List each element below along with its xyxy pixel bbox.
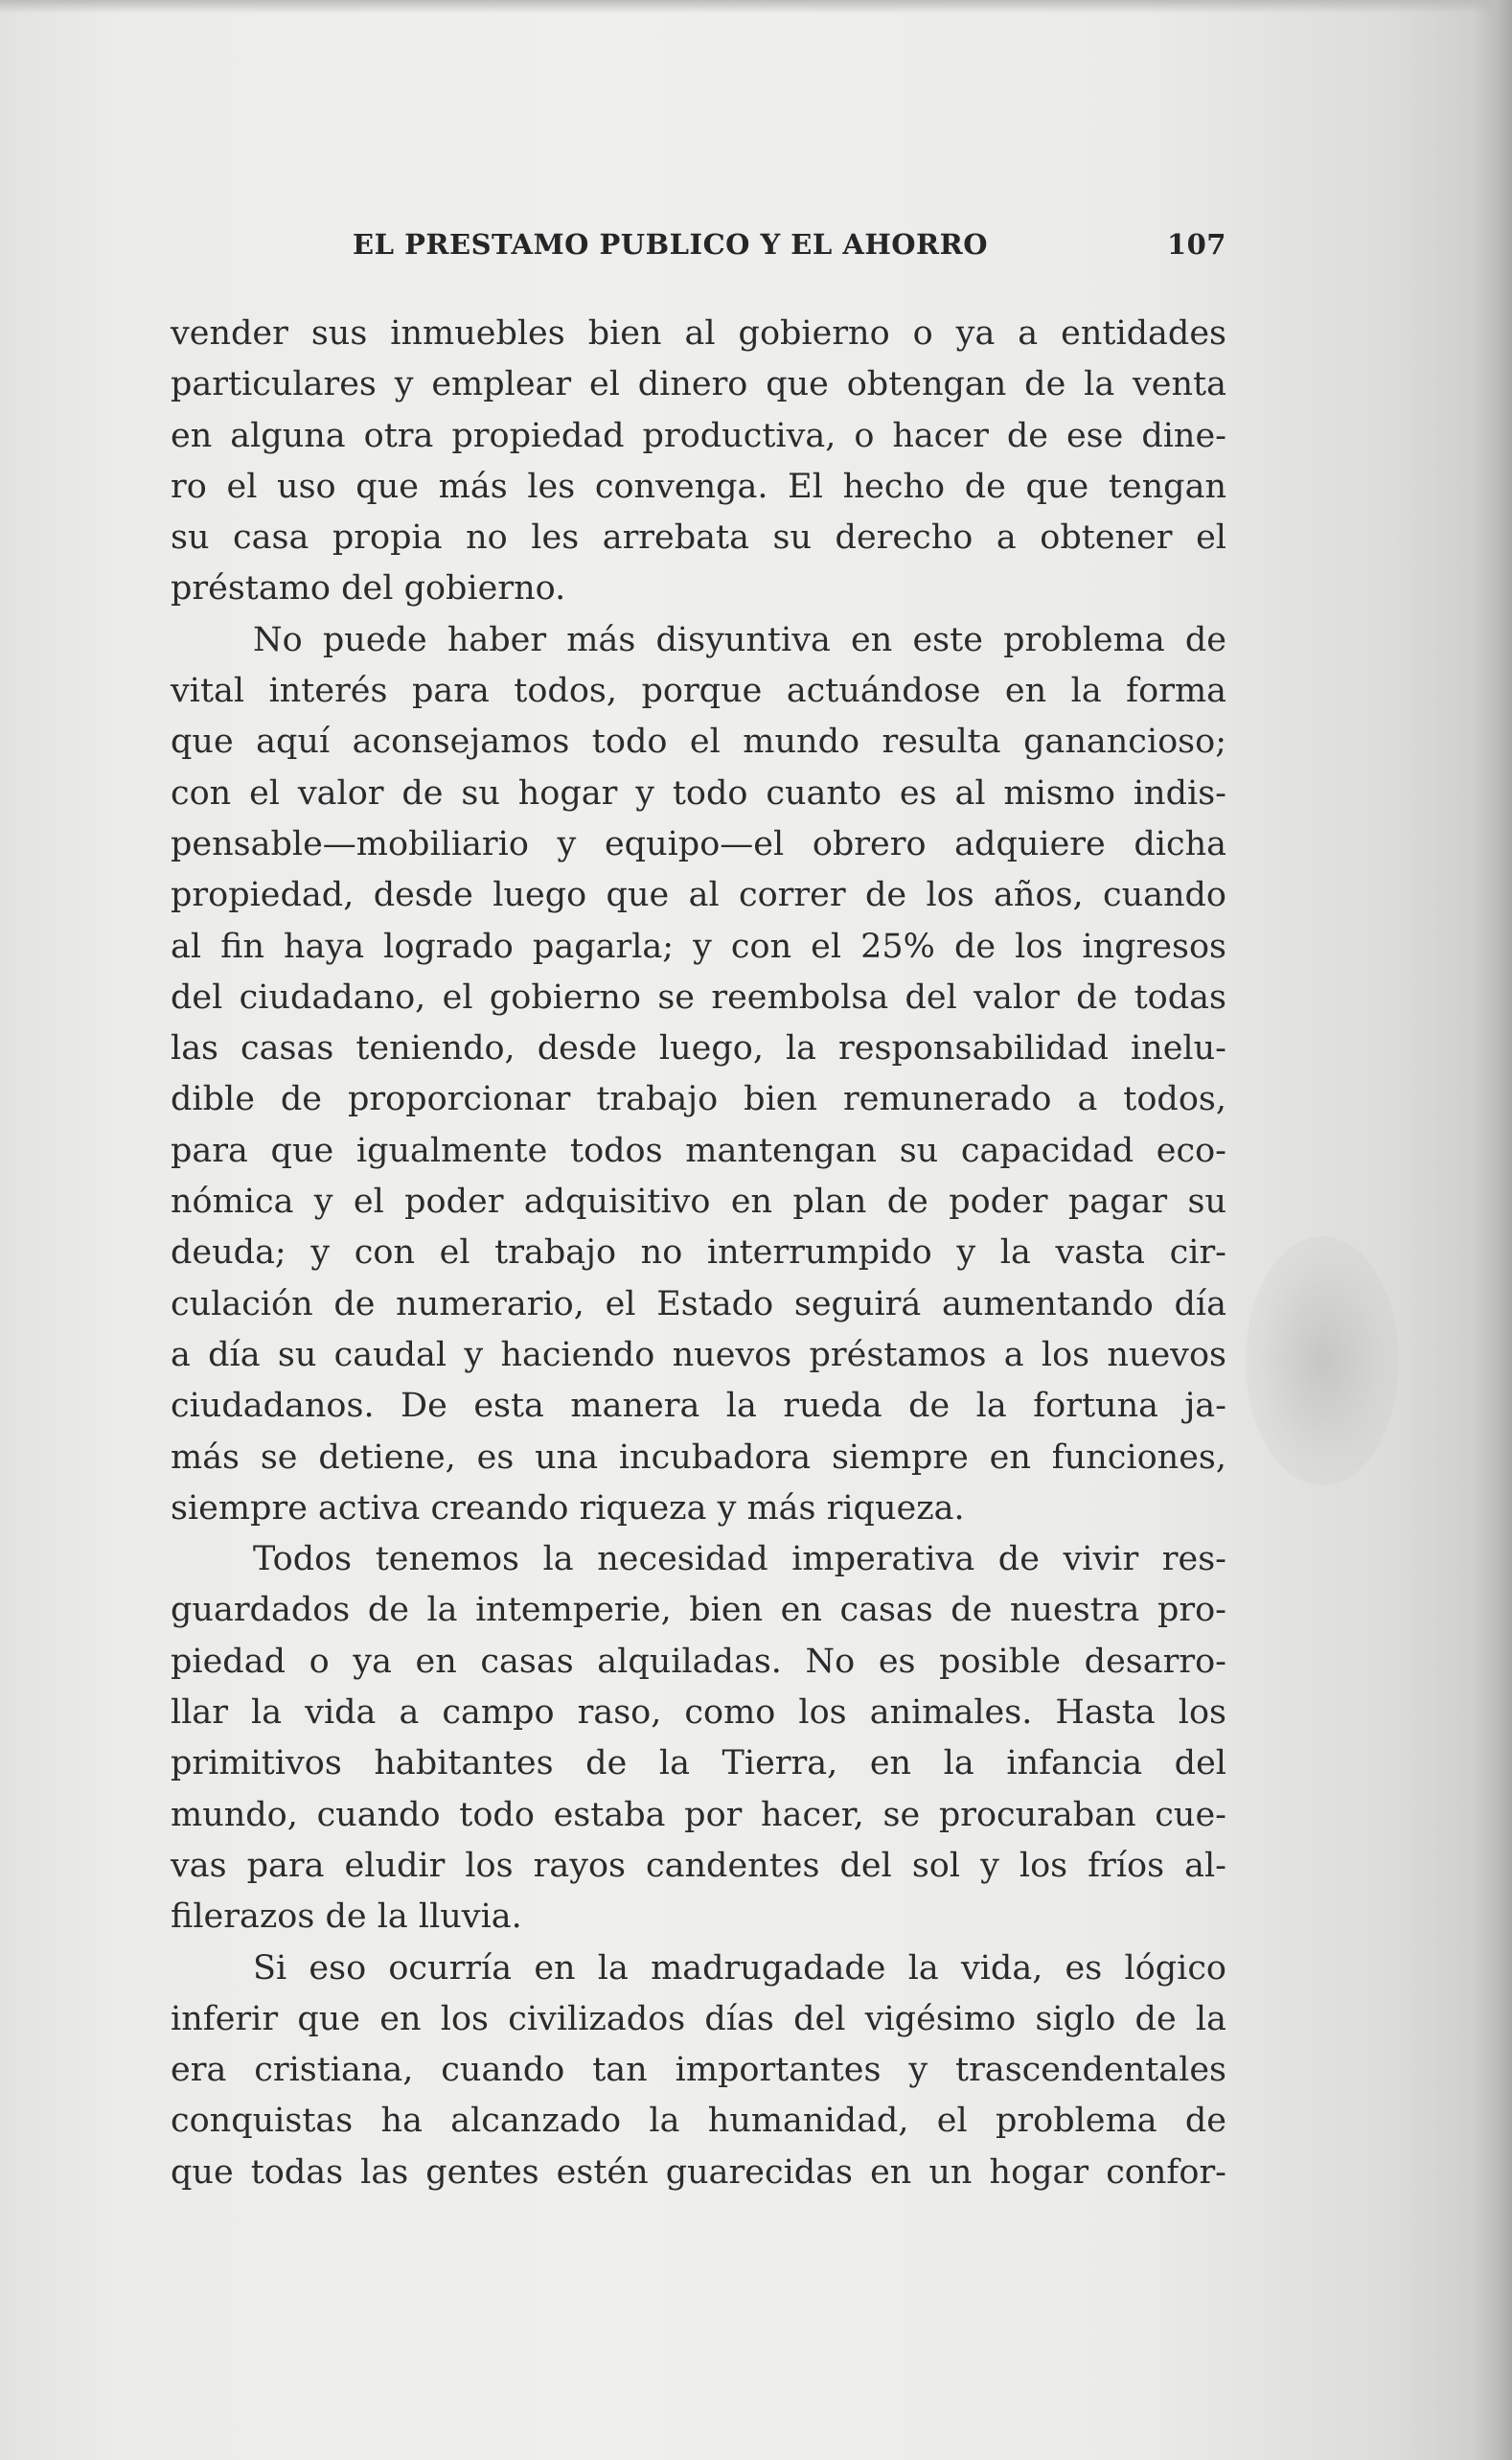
text-line: piedad o ya en casas alquiladas. No es posible desarro- [171,1642,1226,1681]
text-line: culación de numerario, el Estado seguirá aumentando día [171,1284,1226,1323]
page-right-edge [1474,0,1512,2460]
text-line: al fin haya logrado pagarla; y con el 25% de los ingresos [171,927,1226,966]
text-line: con el valor de su hogar y todo cuanto es al mismo indis- [171,773,1226,813]
text-line: a día su caudal y haciendo nuevos préstamos a los nuevos [171,1335,1226,1374]
text-line: inferir que en los civilizados días del vigésimo siglo de la [171,1999,1226,2038]
text-line: para que igualmente todos mantengan su capacidad eco- [171,1131,1226,1170]
text-line: siempre activa creando riqueza y más riqueza. [171,1488,965,1528]
text-line: su casa propia no les arrebata su derecho a obtener el [171,518,1226,558]
body-text [171,309,1226,2198]
page-number: 107 [1166,228,1226,261]
text-line: guardados de la intemperie, bien en casas de nuestra pro- [171,1591,1226,1630]
text-line: que todas las gentes estén guarecidas en un hogar confor- [171,2152,1226,2192]
text-line: filerazos de la lluvia. [171,1897,522,1937]
text-line: particulares y emplear el dinero que obtengan de la venta [171,365,1226,404]
text-line: primitivos habitantes de la Tierra, en la infancia del [171,1744,1226,1783]
text-line: conquistas ha alcanzado la humanidad, el problema de [171,2102,1226,2141]
running-title: EL PRESTAMO PUBLICO Y EL AHORRO [353,228,989,261]
text-line: ro el uso que más les convenga. El hecho de que tengan [171,467,1226,506]
text-line: nómica y el poder adquisitivo en plan de poder pagar su [171,1183,1226,1222]
text-line: deuda; y con el trabajo no interrumpido y la vasta cir- [171,1233,1226,1273]
text-line: pensable—mobiliario y equipo—el obrero adquiere dicha [171,824,1226,863]
text-line: más se detiene, es una incubadora siempre en funciones, [171,1437,1226,1477]
text-line: Si eso ocurría en la madrugadade la vida, es lógico [253,1948,1226,1988]
text-line: que aquí aconsejamos todo el mundo resulta ganancioso; [171,723,1226,762]
text-line: dible de proporcionar trabajo bien remunerado a todos, [171,1080,1226,1119]
text-line: del ciudadano, el gobierno se reembolsa del valor de todas [171,977,1226,1017]
text-line: mundo, cuando todo estaba por hacer, se procuraban cue- [171,1795,1226,1834]
text-line: vender sus inmuebles bien al gobierno o ya a entidades [171,314,1226,353]
text-line: Todos tenemos la necesidad imperativa de vivir res- [253,1540,1226,1579]
text-line: las casas teniendo, desde luego, la responsabilidad inelu- [171,1029,1226,1069]
text-line: era cristiana, cuando tan importantes y trascendentales [171,2051,1226,2090]
text-line: No puede haber más disyuntiva en este problema de [253,620,1226,659]
running-header [353,228,1226,270]
text-line: propiedad, desde luego que al correr de los años, cuando [171,876,1226,915]
text-line: vas para eludir los rayos candentes del sol y los fríos al- [171,1846,1226,1885]
text-line: llar la vida a campo raso, como los animales. Hasta los [171,1693,1226,1733]
page-top-shadow [0,0,1512,13]
text-line: en alguna otra propiedad productiva, o hacer de ese dine- [171,416,1226,455]
paper-stain [1246,1236,1399,1485]
text-line: ciudadanos. De esta manera la rueda de la fortuna ja- [171,1387,1226,1426]
text-line: vital interés para todos, porque actuándose en la forma [171,672,1226,711]
text-line: préstamo del gobierno. [171,569,566,609]
